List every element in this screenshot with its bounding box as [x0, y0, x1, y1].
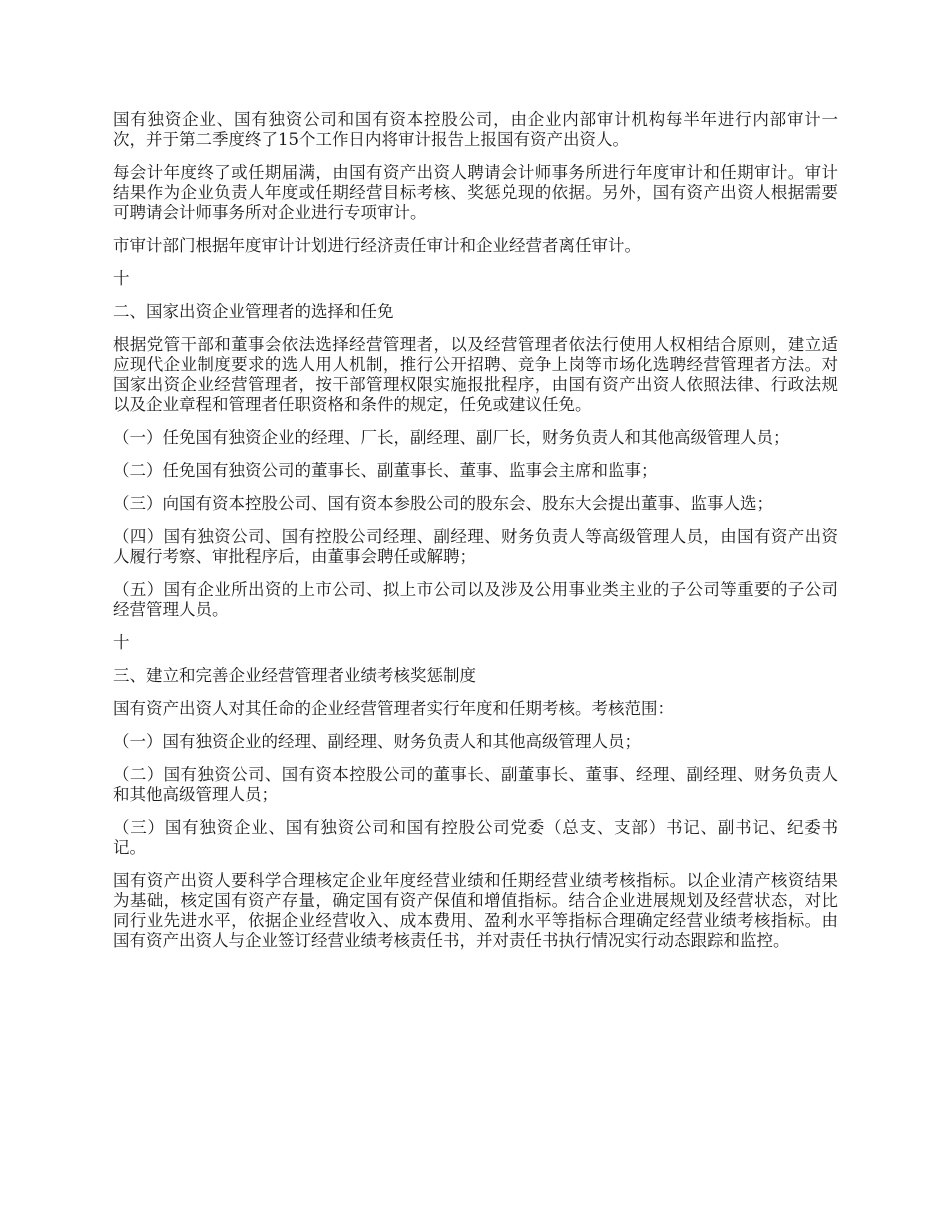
list-item-appointment-2: （二）任免国有独资公司的董事长、副董事长、董事、监事会主席和监事；: [113, 461, 658, 480]
list-item-scope-3: （三）国有独资企业、国有独资公司和国有控股公司党委（总支、支部）书记、副书记、纪委书记。: [113, 818, 838, 857]
paragraph-assessment-scope: 国有资产出资人对其任命的企业经营管理者实行年度和任期考核。考核范围：: [113, 699, 674, 718]
paragraph-performance-indicators: 国有资产出资人要科学合理核定企业年度经营业绩和任期经营业绩考核指标。以企业清产核资结果为基础，核定国有资产存量，确定国有资产保值和增值指标。结合企业进展规划及经营状态，对比同行业先进水平，依据企业经营收入、成本费用、盈利水平等指标合理确定经营业绩考核指标。由国有资产出资人与企业签订经营业绩考核责任书，并对责任书执行情况实行动态跟踪和监控。: [113, 871, 838, 950]
paragraph-annual-audit: 每会计年度终了或任期届满，由国有资产出资人聘请会计师事务所进行年度审计和任期审计。审计结果作为企业负责人年度或任期经营目标考核、奖惩兑现的依据。另外，国有资产出资人根据需要可聘请会计师事务所对企业进行专项审计。: [113, 163, 838, 222]
list-item-scope-1: （一）国有独资企业的经理、副经理、财务负责人和其他高级管理人员；: [113, 732, 641, 751]
document-body: [113, 110, 838, 964]
list-item-appointment-1: （一）任免国有独资企业的经理、厂长，副经理、副厂长，财务负责人和其他高级管理人员；: [113, 428, 790, 447]
list-item-scope-2: （二）国有独资公司、国有资本控股公司的董事长、副董事长、董事、经理、副经理、财务负责人和其他高级管理人员；: [113, 765, 838, 804]
list-item-appointment-4: （四）国有独资公司、国有控股公司经理、副经理、财务负责人等高级管理人员，由国有资产出资人履行考察、审批程序后，由董事会聘任或解聘；: [113, 527, 838, 566]
section-heading-assessment: 三、建立和完善企业经营管理者业绩考核奖惩制度: [113, 666, 476, 685]
list-item-appointment-5: （五）国有企业所出资的上市公司、拟上市公司以及涉及公用事业类主业的子公司等重要的子公司经营管理人员。: [113, 580, 838, 619]
list-item-appointment-3: （三）向国有资本控股公司、国有资本参股公司的股东会、股东大会提出董事、监事人选；: [113, 494, 773, 513]
section-marker: 十: [113, 633, 130, 652]
paragraph-city-audit: 市审计部门根据年度审计计划进行经济责任审计和企业经营者离任审计。: [113, 236, 641, 255]
section-heading-selection: 二、国家出资企业管理者的选择和任免: [113, 302, 394, 321]
section-marker: 十: [113, 269, 130, 288]
paragraph-internal-audit: 国有独资企业、国有独资公司和国有资本控股公司，由企业内部审计机构每半年进行内部审计一次，并于第二季度终了15个工作日内将审计报告上报国有资产出资人。: [113, 110, 838, 149]
paragraph-selection-principle: 根据党管干部和董事会依法选择经营管理者，以及经营管理者依法行使用人权相结合原则，建立适应现代企业制度要求的选人用人机制，推行公开招聘、竞争上岗等市场化选聘经营管理者方法。对国家出资企业经营管理者，按干部管理权限实施报批程序，由国有资产出资人依照法律、行政法规以及企业章程和管理者任职资格和条件的规定，任免或建议任免。: [113, 335, 838, 414]
